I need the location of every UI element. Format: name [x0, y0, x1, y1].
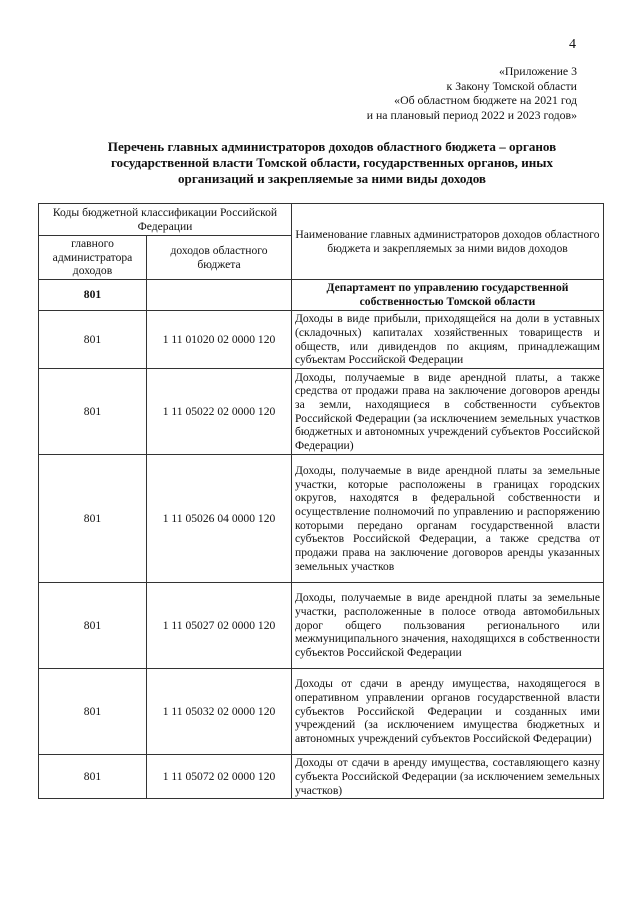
annex-line: «Приложение 3	[498, 64, 577, 78]
title-line: организаций и закрепляемые за ними виды доходов	[177, 171, 487, 186]
header-codes-group: Коды бюджетной классификации Российской Федерации	[39, 204, 292, 236]
income-name-cell: Доходы в виде прибыли, приходящейся на доли в уставных (складочных) капиталах хозяйственных товариществ и обществ, или дивидендов по акциям, принадлежащим субъектам Российской Федерации	[292, 311, 604, 369]
annex-header	[367, 64, 577, 122]
income-name-cell: Доходы от сдачи в аренду имущества, составляющего казну субъекта Российской Федерации (за исключением земельных участков)	[292, 755, 604, 799]
income-code-cell: 1 11 05027 02 0000 120	[147, 583, 292, 669]
department-name: Департамент по управлению государственной собственностью Томской области	[292, 280, 604, 311]
table-row	[39, 583, 604, 669]
income-code-cell: 1 11 05032 02 0000 120	[147, 669, 292, 755]
table-row	[39, 669, 604, 755]
annex-line: «Об областном бюджете на 2021 год	[394, 93, 577, 108]
header-admin-column: главного администратора доходов	[39, 236, 147, 280]
income-name-cell: Доходы, получаемые в виде арендной платы за земельные участки, которые расположены в границах городских округов, находятся в федеральной собственности и осуществление полномочий по управлению и распоряжению которыми передано органам государственной власти субъектов Российской Федерации, а также средства от продажи права на заключение договоров аренды указанных земельных участков	[292, 455, 604, 583]
income-code-cell: 1 11 01020 02 0000 120	[147, 311, 292, 369]
page-number: 4	[569, 37, 576, 52]
admin-code-cell: 801	[39, 311, 147, 369]
table-row	[39, 311, 604, 369]
table-row	[39, 755, 604, 799]
income-administrators-table	[38, 203, 604, 799]
document-title	[80, 139, 584, 187]
table-row	[39, 369, 604, 455]
annex-line: к Закону Томской области	[446, 78, 577, 93]
department-row	[39, 280, 604, 311]
title-line: Перечень главных администраторов доходов областного бюджета – органов	[107, 139, 557, 154]
income-name-cell: Доходы от сдачи в аренду имущества, находящегося в оперативном управлении органов государственной власти субъектов Российской Федерации и созданных ими учреждений (за исключением имущества бюджетных и автономных учреждений субъектов Российской Федерации)	[292, 669, 604, 755]
table-header-row	[39, 204, 604, 236]
income-code-cell: 1 11 05026 04 0000 120	[147, 455, 292, 583]
title-line: государственной власти Томской области, государственных органов, иных	[110, 155, 554, 170]
department-income-code	[147, 280, 292, 311]
admin-code-cell: 801	[39, 455, 147, 583]
admin-code-cell: 801	[39, 583, 147, 669]
annex-line: и на плановый период 2022 и 2023 годов»	[366, 107, 577, 122]
department-admin-code: 801	[39, 280, 147, 311]
admin-code-cell: 801	[39, 369, 147, 455]
income-name-cell: Доходы, получаемые в виде арендной платы, а также средства от продажи права на заключение договоров аренды за земли, находящиеся в собственности субъектов Российской Федерации (за исключением земельных участков бюджетных и автономных учреждений субъектов Российской Федерации)	[292, 369, 604, 455]
header-name-column: Наименование главных администраторов доходов областного бюджета и закрепляемых за ними видов доходов	[292, 204, 604, 280]
income-code-cell: 1 11 05022 02 0000 120	[147, 369, 292, 455]
admin-code-cell: 801	[39, 669, 147, 755]
header-income-column: доходов областного бюджета	[147, 236, 292, 280]
table-row	[39, 455, 604, 583]
admin-code-cell: 801	[39, 755, 147, 799]
income-name-cell: Доходы, получаемые в виде арендной платы за земельные участки, расположенные в полосе отвода автомобильных дорог общего пользования регионального или межмуниципального значения, находящихся в собственности субъектов Российской Федерации	[292, 583, 604, 669]
income-code-cell: 1 11 05072 02 0000 120	[147, 755, 292, 799]
